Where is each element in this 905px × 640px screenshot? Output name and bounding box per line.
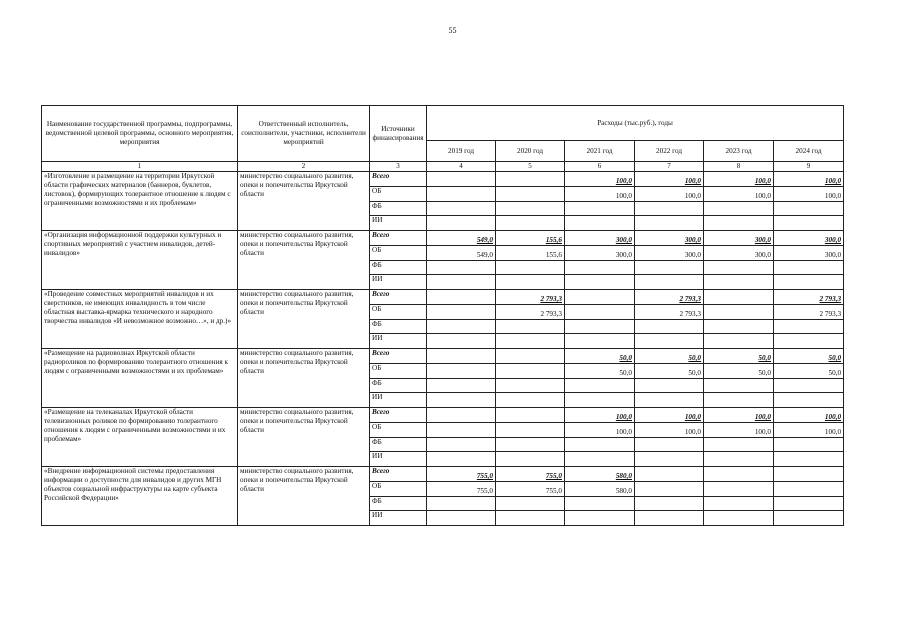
column-index: 5 [496,162,565,172]
table-row [42,290,844,305]
expense-value [427,186,496,201]
expense-value [565,319,635,334]
expense-value [704,467,774,482]
expense-value [565,511,635,526]
expense-value: 100,0 [704,172,774,187]
table-row [42,231,844,246]
funding-source: Всего [370,349,427,364]
expense-value [704,481,774,496]
expense-value: 2 793,3 [635,290,704,305]
expense-value [635,452,704,467]
column-index: 9 [774,162,844,172]
expense-value [427,422,496,437]
expense-value [565,304,635,319]
funding-source: Всего [370,408,427,423]
funding-source: ОБ [370,363,427,378]
expense-value [496,260,565,275]
expense-value: 2 793,3 [774,304,844,319]
table-body [42,172,844,526]
header-year: 2019 год [427,141,496,162]
expense-value [427,378,496,393]
expense-value [774,216,844,231]
expense-value [704,275,774,290]
expense-value [774,201,844,216]
expense-value [635,319,704,334]
expense-value: 2 793,3 [774,290,844,305]
table-row [42,408,844,423]
column-index: 3 [370,162,427,172]
expense-value [565,216,635,231]
expense-value [635,275,704,290]
header-expenses: Расходы (тыс.руб.), годы [427,106,844,141]
expense-value [635,378,704,393]
expense-value [774,393,844,408]
expense-value: 100,0 [635,186,704,201]
expense-value [704,304,774,319]
expense-value [496,349,565,364]
event-name: «Размещение на радиоволнах Иркутской области радиороликов по формированию толерантного отношения к людям с ограниченными возможностями и их проблемам» [42,349,238,408]
expense-value [565,260,635,275]
event-executor: министерство социального развития, опеки и попечительства Иркутской области [238,172,370,231]
column-index: 7 [635,162,704,172]
expense-value: 50,0 [565,363,635,378]
expense-value: 100,0 [635,408,704,423]
expense-value [427,260,496,275]
expense-value [704,393,774,408]
expense-value: 100,0 [704,422,774,437]
expense-value [565,496,635,511]
expense-value [774,275,844,290]
expense-value: 300,0 [565,245,635,260]
expense-value [704,260,774,275]
funding-source: ИИ [370,452,427,467]
expense-value [704,216,774,231]
event-executor: министерство социального развития, опеки и попечительства Иркутской области [238,231,370,290]
funding-source: ФБ [370,496,427,511]
expense-value [496,186,565,201]
expense-value [427,511,496,526]
expense-value [427,201,496,216]
expense-value [496,437,565,452]
expense-value: 155,6 [496,231,565,246]
funding-source: ИИ [370,393,427,408]
header-source-column: Источники финансирования [370,106,427,162]
funding-source: ФБ [370,378,427,393]
header-executor-column: Ответственный исполнитель, соисполнители, участники, исполнители мероприятий [238,106,370,162]
expense-value: 300,0 [774,231,844,246]
event-name: «Размещение на телеканалах Иркутской области телевизионных роликов по формированию толерантного отношения к людям с ограниченными возможностями и их проблемам» [42,408,238,467]
expense-value: 755,0 [427,467,496,482]
funding-source: ФБ [370,201,427,216]
expense-value [704,511,774,526]
expense-value: 755,0 [496,481,565,496]
funding-source: ФБ [370,260,427,275]
expense-value: 100,0 [565,172,635,187]
expense-value [704,334,774,349]
funding-source: Всего [370,231,427,246]
expense-value: 100,0 [565,408,635,423]
event-executor: министерство социального развития, опеки и попечительства Иркутской области [238,408,370,467]
expense-value: 580,0 [565,481,635,496]
funding-source: ИИ [370,334,427,349]
column-index: 6 [565,162,635,172]
funding-source: Всего [370,290,427,305]
funding-source: ФБ [370,319,427,334]
expense-value [427,172,496,187]
expense-value [635,334,704,349]
expense-value: 300,0 [565,231,635,246]
expense-value [427,408,496,423]
event-executor: министерство социального развития, опеки и попечительства Иркутской области [238,467,370,526]
expense-value: 755,0 [427,481,496,496]
expense-value [774,260,844,275]
column-index: 4 [427,162,496,172]
header-year: 2023 год [704,141,774,162]
expense-value [427,496,496,511]
table-row [42,467,844,482]
expense-value [635,216,704,231]
expense-value: 100,0 [774,186,844,201]
page-number: 55 [448,26,457,35]
expense-value: 100,0 [774,422,844,437]
table-row [42,172,844,187]
expense-value: 549,0 [427,245,496,260]
expense-value [496,393,565,408]
expense-value [635,481,704,496]
expense-value: 100,0 [774,172,844,187]
expense-value [635,437,704,452]
header-year: 2022 год [635,141,704,162]
header-index-row [42,162,844,172]
expense-value [496,408,565,423]
expense-value [774,437,844,452]
expense-value: 100,0 [565,186,635,201]
table-row [42,349,844,364]
expense-value [427,437,496,452]
expense-value: 2 793,3 [635,304,704,319]
event-executor: министерство социального развития, опеки и попечительства Иркутской области [238,290,370,349]
expense-value: 2 793,3 [496,290,565,305]
expense-value [496,201,565,216]
expense-value [565,334,635,349]
expense-value [704,201,774,216]
expense-value: 755,0 [496,467,565,482]
expense-value [704,452,774,467]
expense-value: 300,0 [635,231,704,246]
event-name: «Изготовление и размещение на территории Иркутской области графических материалов (баннеров, буклетов, листовок), формирующих толерантное отношение к людям с ограниченными возможностями и их проблемам» [42,172,238,231]
expense-value [496,363,565,378]
expense-value [704,496,774,511]
expense-value [774,481,844,496]
funding-source: ОБ [370,481,427,496]
expense-value [427,290,496,305]
expense-value [565,290,635,305]
expense-value [635,393,704,408]
expense-value [774,511,844,526]
expense-value [496,378,565,393]
expense-value: 300,0 [704,245,774,260]
expense-value: 100,0 [565,422,635,437]
expense-value [704,319,774,334]
expense-value [635,260,704,275]
column-index: 1 [42,162,238,172]
expense-value [565,452,635,467]
header-name-column: Наименование государственной программы, подпрограммы, ведомственной целевой программы, основного мероприятия, мероприятия [42,106,238,162]
expense-value [496,216,565,231]
event-executor: министерство социального развития, опеки и попечительства Иркутской области [238,349,370,408]
expense-value [496,452,565,467]
expense-value: 300,0 [635,245,704,260]
expense-value [704,290,774,305]
expense-value [427,363,496,378]
expense-value [496,422,565,437]
expense-value: 50,0 [704,363,774,378]
budget-table [41,105,844,526]
expense-value [774,334,844,349]
expense-value [565,201,635,216]
header-year: 2024 год [774,141,844,162]
expense-value: 50,0 [565,349,635,364]
expense-value: 2 793,3 [496,304,565,319]
expense-value [565,378,635,393]
expense-value [427,393,496,408]
expense-value: 50,0 [635,349,704,364]
expense-value [565,393,635,408]
expense-value: 100,0 [704,186,774,201]
expense-value: 50,0 [774,363,844,378]
expense-value [774,319,844,334]
expense-value [635,511,704,526]
funding-source: Всего [370,467,427,482]
event-name: «Организация информационной поддержки культурных и спортивных мероприятий с участием инвалидов, детей-инвалидов» [42,231,238,290]
expense-value [704,437,774,452]
expense-value [635,201,704,216]
expense-value [427,452,496,467]
expense-value [774,467,844,482]
funding-source: ФБ [370,437,427,452]
expense-value [496,319,565,334]
expense-value [427,334,496,349]
expense-value: 100,0 [774,408,844,423]
expense-value [496,496,565,511]
expense-value [496,511,565,526]
expense-value [774,378,844,393]
column-index: 8 [704,162,774,172]
expense-value [496,334,565,349]
funding-source: ОБ [370,422,427,437]
funding-source: ИИ [370,511,427,526]
header-year: 2021 год [565,141,635,162]
expense-value [427,216,496,231]
expense-value: 300,0 [774,245,844,260]
expense-value [427,304,496,319]
expense-value [427,349,496,364]
funding-source: ОБ [370,186,427,201]
expense-value: 155,6 [496,245,565,260]
event-name: «Проведение совместных мероприятий инвалидов и их сверстников, не имеющих инвалидность в том числе областная выставка-ярмарка технического и народного творчества инвалидов «И невозможное возможно…», и др.)» [42,290,238,349]
funding-source: ИИ [370,275,427,290]
funding-source: ОБ [370,245,427,260]
expense-value [774,496,844,511]
expense-value: 549,0 [427,231,496,246]
expense-value [704,378,774,393]
expense-value: 50,0 [774,349,844,364]
funding-source: ОБ [370,304,427,319]
expense-value [774,452,844,467]
column-index: 2 [238,162,370,172]
expense-value: 50,0 [635,363,704,378]
expense-value: 100,0 [635,422,704,437]
table-header [42,106,844,172]
funding-source: Всего [370,172,427,187]
expense-value [427,319,496,334]
expense-value: 580,0 [565,467,635,482]
expense-value [496,275,565,290]
expense-value: 300,0 [704,231,774,246]
expense-value [496,172,565,187]
expense-value [565,275,635,290]
expense-value [635,467,704,482]
expense-value: 100,0 [635,172,704,187]
expense-value: 50,0 [704,349,774,364]
expense-value: 100,0 [704,408,774,423]
event-name: «Внедрение информационной системы предоставления информации о доступности для инвалидов и других МГН объектов социальной инфраструктуры на карте субъекта Российской Федерации» [42,467,238,526]
header-year: 2020 год [496,141,565,162]
expense-value [427,275,496,290]
expense-value [565,437,635,452]
funding-source: ИИ [370,216,427,231]
expense-value [635,496,704,511]
